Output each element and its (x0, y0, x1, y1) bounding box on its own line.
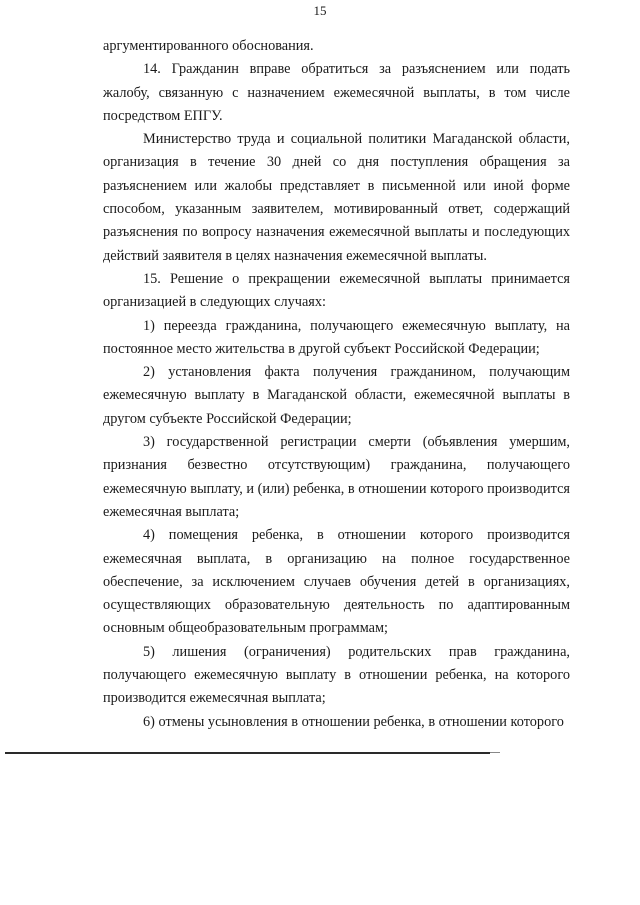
list-item-5: 5) лишения (ограничения) родительских прав гражданина, получающего ежемесячную выплату в отношении ребенка, на которого производится ежемесячная выплата; (103, 643, 570, 707)
list-item-1: 1) переезда гражданина, получающего ежемесячную выплату, на постоянное место жительства в другой субъект Российской Федерации; (103, 317, 570, 357)
list-item-3: 3) государственной регистрации смерти (объявления умершим, признания безвестно отсутствующим) гражданина, получающего ежемесячную выплату, и (или) ребенка, в отношении которого производится ежемесячная выплата; (103, 434, 570, 520)
body-text (103, 35, 570, 734)
page-number: 15 (313, 3, 327, 18)
paragraph-ministry-response: Министерство труда и социальной политики Магаданской области, организация в течение 30 дней со дня поступления обращения за разъяснением или жалобы представляет в письменной или иной форме способом, указанным заявителем, мотивированный ответ, содержащий разъяснения по вопросу назначения ежемесячной выплаты и последующих действий заявителя в целях назначения ежемесячной выплаты. (103, 131, 570, 264)
list-item-4: 4) помещения ребенка, в отношении которого производится ежемесячная выплата, в организацию на полное государственное обеспечение, за исключением случаев обучения детей в организациях, осуществляющих образовательную деятельность по адаптированным основным общеобразовательным программам; (103, 527, 570, 637)
paragraph-14: 14. Гражданин вправе обратиться за разъяснением или подать жалобу, связанную с назначением ежемесячной выплаты, в том числе посредством ЕПГУ. (103, 61, 570, 124)
footer-rule (5, 752, 490, 754)
paragraph-continuation: аргументированного обоснования. (103, 38, 314, 54)
footer-rule-tail (490, 752, 500, 753)
list-item-2: 2) установления факта получения гражданином, получающим ежемесячную выплату в Магаданской области, ежемесячной выплаты в другом субъекте Российской Федерации; (103, 364, 570, 427)
paragraph-15: 15. Решение о прекращении ежемесячной выплаты принимается организацией в следующих случаях: (103, 270, 570, 311)
list-item-6: 6) отмены усыновления в отношении ребенка, в отношении которого (143, 713, 564, 730)
